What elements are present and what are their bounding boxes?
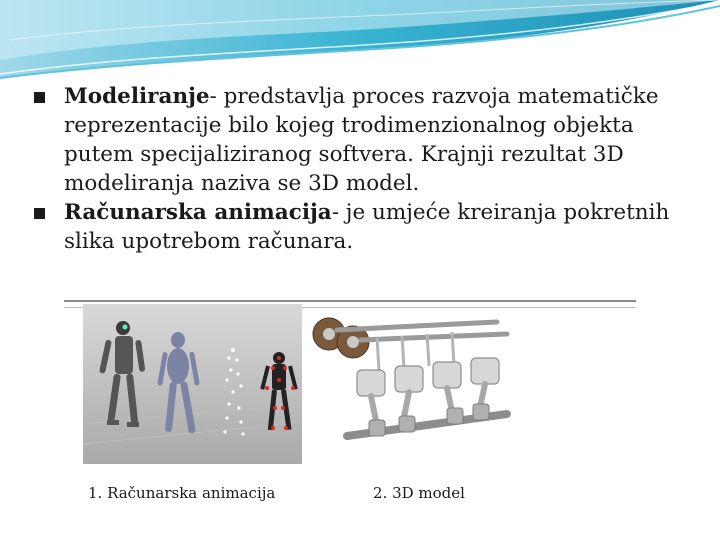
bullet-text: - predstavlja proces razvoja matematičke reprezentacije bilo kojeg trodimenzionalnog objekta putem specijaliziranog softvera. Krajnji rezultat 3D modeliranja naziva se 3D model.	[64, 84, 659, 196]
animated-figures-image	[83, 304, 302, 464]
slide-body	[34, 82, 674, 256]
bullet-term: Računarska animacija	[64, 200, 332, 225]
bullet-square-icon	[34, 208, 45, 219]
figure-caption-2: 2. 3D model	[373, 484, 465, 502]
bullet-term: Modeliranje	[64, 84, 210, 109]
bullet-animacija	[34, 198, 674, 256]
bullet-modeliranje	[34, 82, 674, 198]
header-wave-decoration	[0, 0, 720, 90]
bullet-square-icon	[34, 92, 45, 103]
bullet-text: - je umjeće kreiranja pokretnih slika upotrebom računara.	[64, 200, 670, 254]
figure-caption-1: 1. Računarska animacija	[88, 484, 276, 502]
engine-model-image	[307, 308, 531, 468]
